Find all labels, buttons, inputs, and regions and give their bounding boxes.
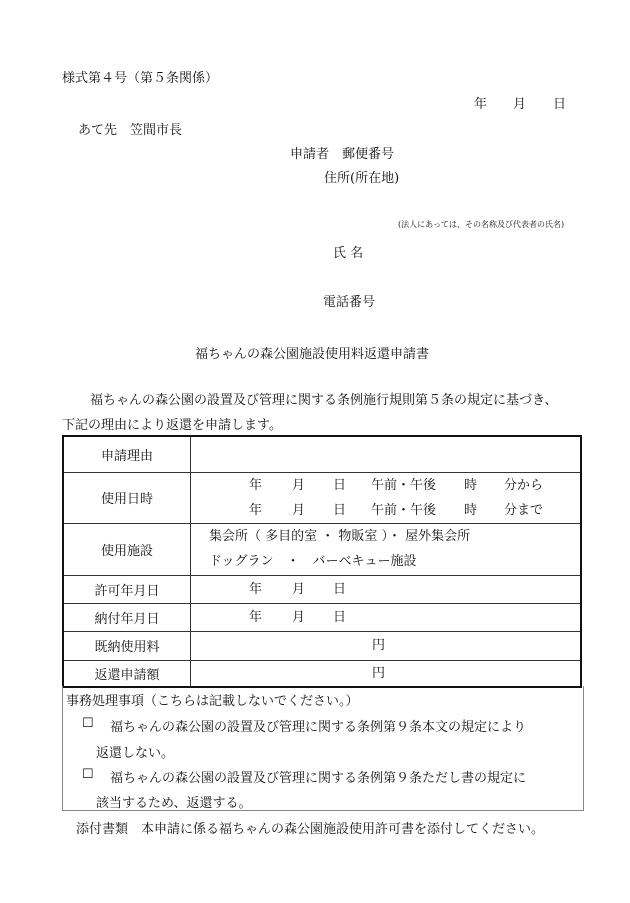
payment-day: 日	[333, 609, 347, 625]
table-row	[63, 436, 581, 472]
office-heading: 事務処理事項（こちらは記載しないでください。）	[66, 694, 359, 709]
date-month: 月	[513, 97, 527, 112]
facility-line-1[interactable]: 集会所（ 多目的室 ・ 物販室 ）・ 屋外集会所	[209, 529, 471, 544]
intro-line-1: 福ちゃんの森公園の設置及び管理に関する条例施行規則第５条の規定に基づき、	[90, 393, 558, 408]
datetime-field[interactable]	[191, 472, 582, 523]
document-title: 福ちゃんの森公園施設使用料返還申請書	[195, 347, 430, 362]
date-year: 年	[474, 97, 488, 112]
paid-fee-label: 既納使用料	[63, 631, 191, 660]
refund-yen: 円	[372, 665, 386, 681]
dt-day: 日	[333, 477, 347, 493]
name-label: 氏 名	[333, 246, 364, 261]
permit-date-field[interactable]	[191, 575, 582, 603]
dt-year: 年	[249, 477, 263, 493]
dt-day: 日	[333, 502, 347, 518]
facility-line-2[interactable]: ドッグラン ・ バーベキュー施設	[209, 554, 417, 569]
payment-date-field[interactable]	[191, 603, 582, 631]
option-2-line-2: 該当するため、返還する。	[96, 796, 252, 811]
dt-year: 年	[249, 502, 263, 518]
dt-from: 分から	[504, 477, 544, 493]
payment-date-label: 納付年月日	[63, 603, 191, 631]
option-2-line-1: 福ちゃんの森公園の設置及び管理に関する条例第９条ただし書の規定に	[110, 771, 527, 786]
checkbox-icon[interactable]: ☐	[82, 767, 94, 782]
datetime-label: 使用日時	[63, 472, 191, 523]
table-row	[63, 523, 581, 575]
permit-day: 日	[333, 581, 347, 597]
table-row	[63, 603, 581, 631]
dt-hour: 時	[464, 477, 478, 493]
postal-label: 郵便番号	[342, 147, 395, 162]
dt-month: 月	[292, 477, 306, 493]
form-number: 様式第４号（第５条関係）	[62, 71, 219, 86]
application-table	[62, 435, 582, 688]
option-1-line-1: 福ちゃんの森公園の設置及び管理に関する条例第９条本文の規定により	[110, 720, 527, 735]
dt-month: 月	[292, 502, 306, 518]
table-row	[63, 472, 581, 523]
intro-line-2: 下記の理由により返還を申請します。	[62, 418, 282, 433]
reason-field[interactable]	[191, 436, 582, 472]
payment-year: 年	[249, 609, 263, 625]
payment-month: 月	[292, 609, 306, 625]
phone-label: 電話番号	[323, 295, 376, 310]
dt-ampm: 午前・午後	[371, 477, 437, 493]
applicant-label: 申請者	[290, 147, 330, 162]
dt-hour: 時	[464, 502, 478, 518]
attachment-note: 添付書類 本申請に係る福ちゃんの森公園施設使用許可書を添付してください。	[76, 822, 545, 837]
facility-field[interactable]	[191, 523, 582, 575]
table-row	[63, 660, 581, 687]
dt-ampm: 午前・午後	[371, 502, 437, 518]
refund-field[interactable]	[191, 660, 582, 687]
option-1-line-2: 返還しない。	[96, 746, 175, 761]
table-row	[63, 575, 581, 603]
table-row	[63, 631, 581, 660]
addressee: あて先 笠間市長	[78, 123, 183, 138]
paid-fee-field[interactable]	[191, 631, 582, 660]
refund-label: 返還申請額	[63, 660, 191, 687]
reason-label: 申請理由	[63, 436, 191, 472]
permit-month: 月	[292, 581, 306, 597]
address-label: 住所(所在地)	[324, 171, 400, 186]
paid-fee-yen: 円	[372, 638, 386, 653]
facility-label: 使用施設	[63, 523, 191, 575]
date-day: 日	[553, 97, 567, 112]
checkbox-icon[interactable]: ☐	[82, 716, 94, 731]
permit-date-label: 許可年月日	[63, 575, 191, 603]
permit-year: 年	[249, 581, 263, 597]
corporate-note: (法人にあっては、その名称及び代表者の氏名)	[398, 220, 565, 229]
dt-until: 分まで	[504, 502, 544, 518]
